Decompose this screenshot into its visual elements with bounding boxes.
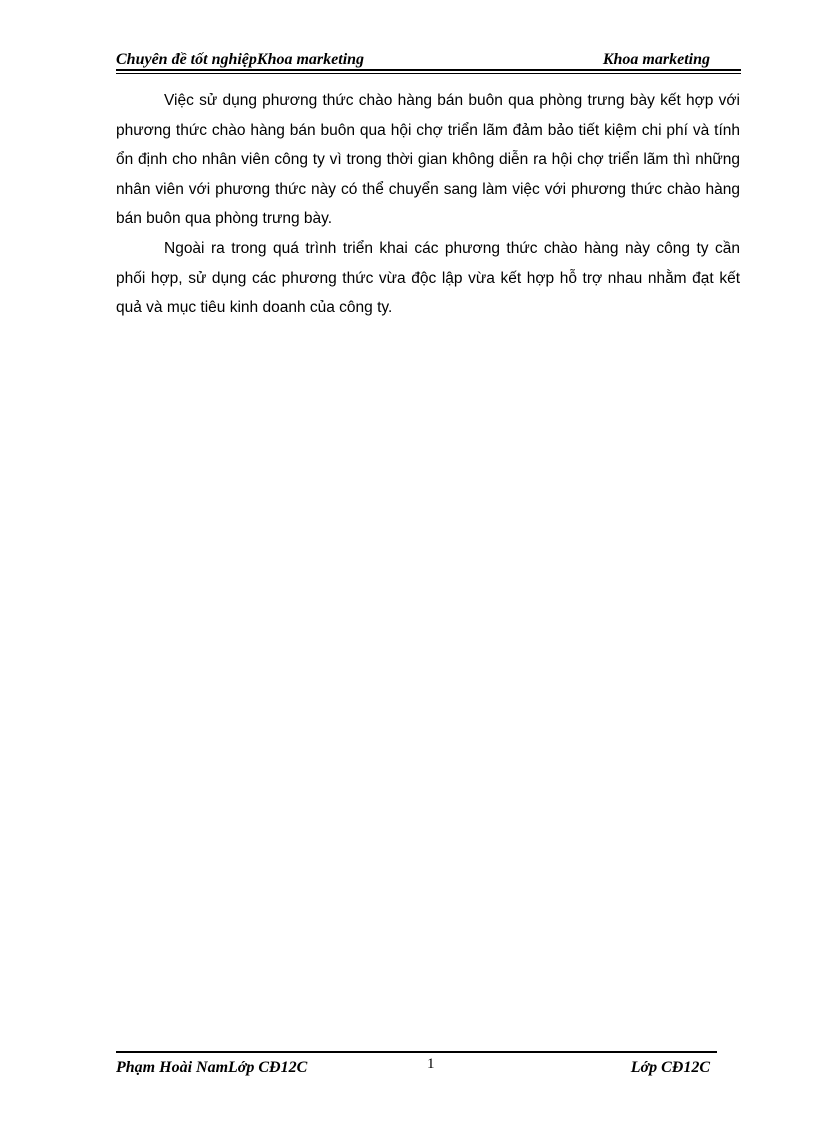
footer-divider [116,1051,717,1053]
footer-author-class: Phạm Hoài NamLớp CĐ12C [116,1059,308,1076]
header-divider-thick [116,69,741,71]
document-body [116,86,740,323]
page-footer [116,1055,710,1079]
footer-class: Lớp CĐ12C [630,1059,710,1076]
header-divider-thin [116,73,741,74]
header-title-left: Chuyên đề tốt nghiệpKhoa marketing [116,51,365,68]
page-number: 1 [427,1056,435,1072]
body-paragraph-1: Việc sử dụng phương thức chào hàng bán buôn qua phòng trưng bày kết hợp với phương thức chào hàng bán buôn qua hội chợ triển lãm đảm bảo tiết kiệm chi phí và tính ổn định cho nhân viên công ty vì trong thời gian không diễn ra hội chợ triển lãm thì những nhân viên với phương thức này có thể chuyển sang làm việc với phương thức chào hàng bán buôn qua phòng trưng bày. [116,92,740,228]
page-header [116,48,710,70]
header-title-right: Khoa marketing [602,51,710,68]
body-paragraph-2: Ngoài ra trong quá trình triển khai các phương thức chào hàng này công ty cần phối hợp, sử dụng các phương thức vừa độc lập vừa kết hợp hỗ trợ nhau nhằm đạt kết quả và mục tiêu kinh doanh của công ty. [116,239,740,317]
